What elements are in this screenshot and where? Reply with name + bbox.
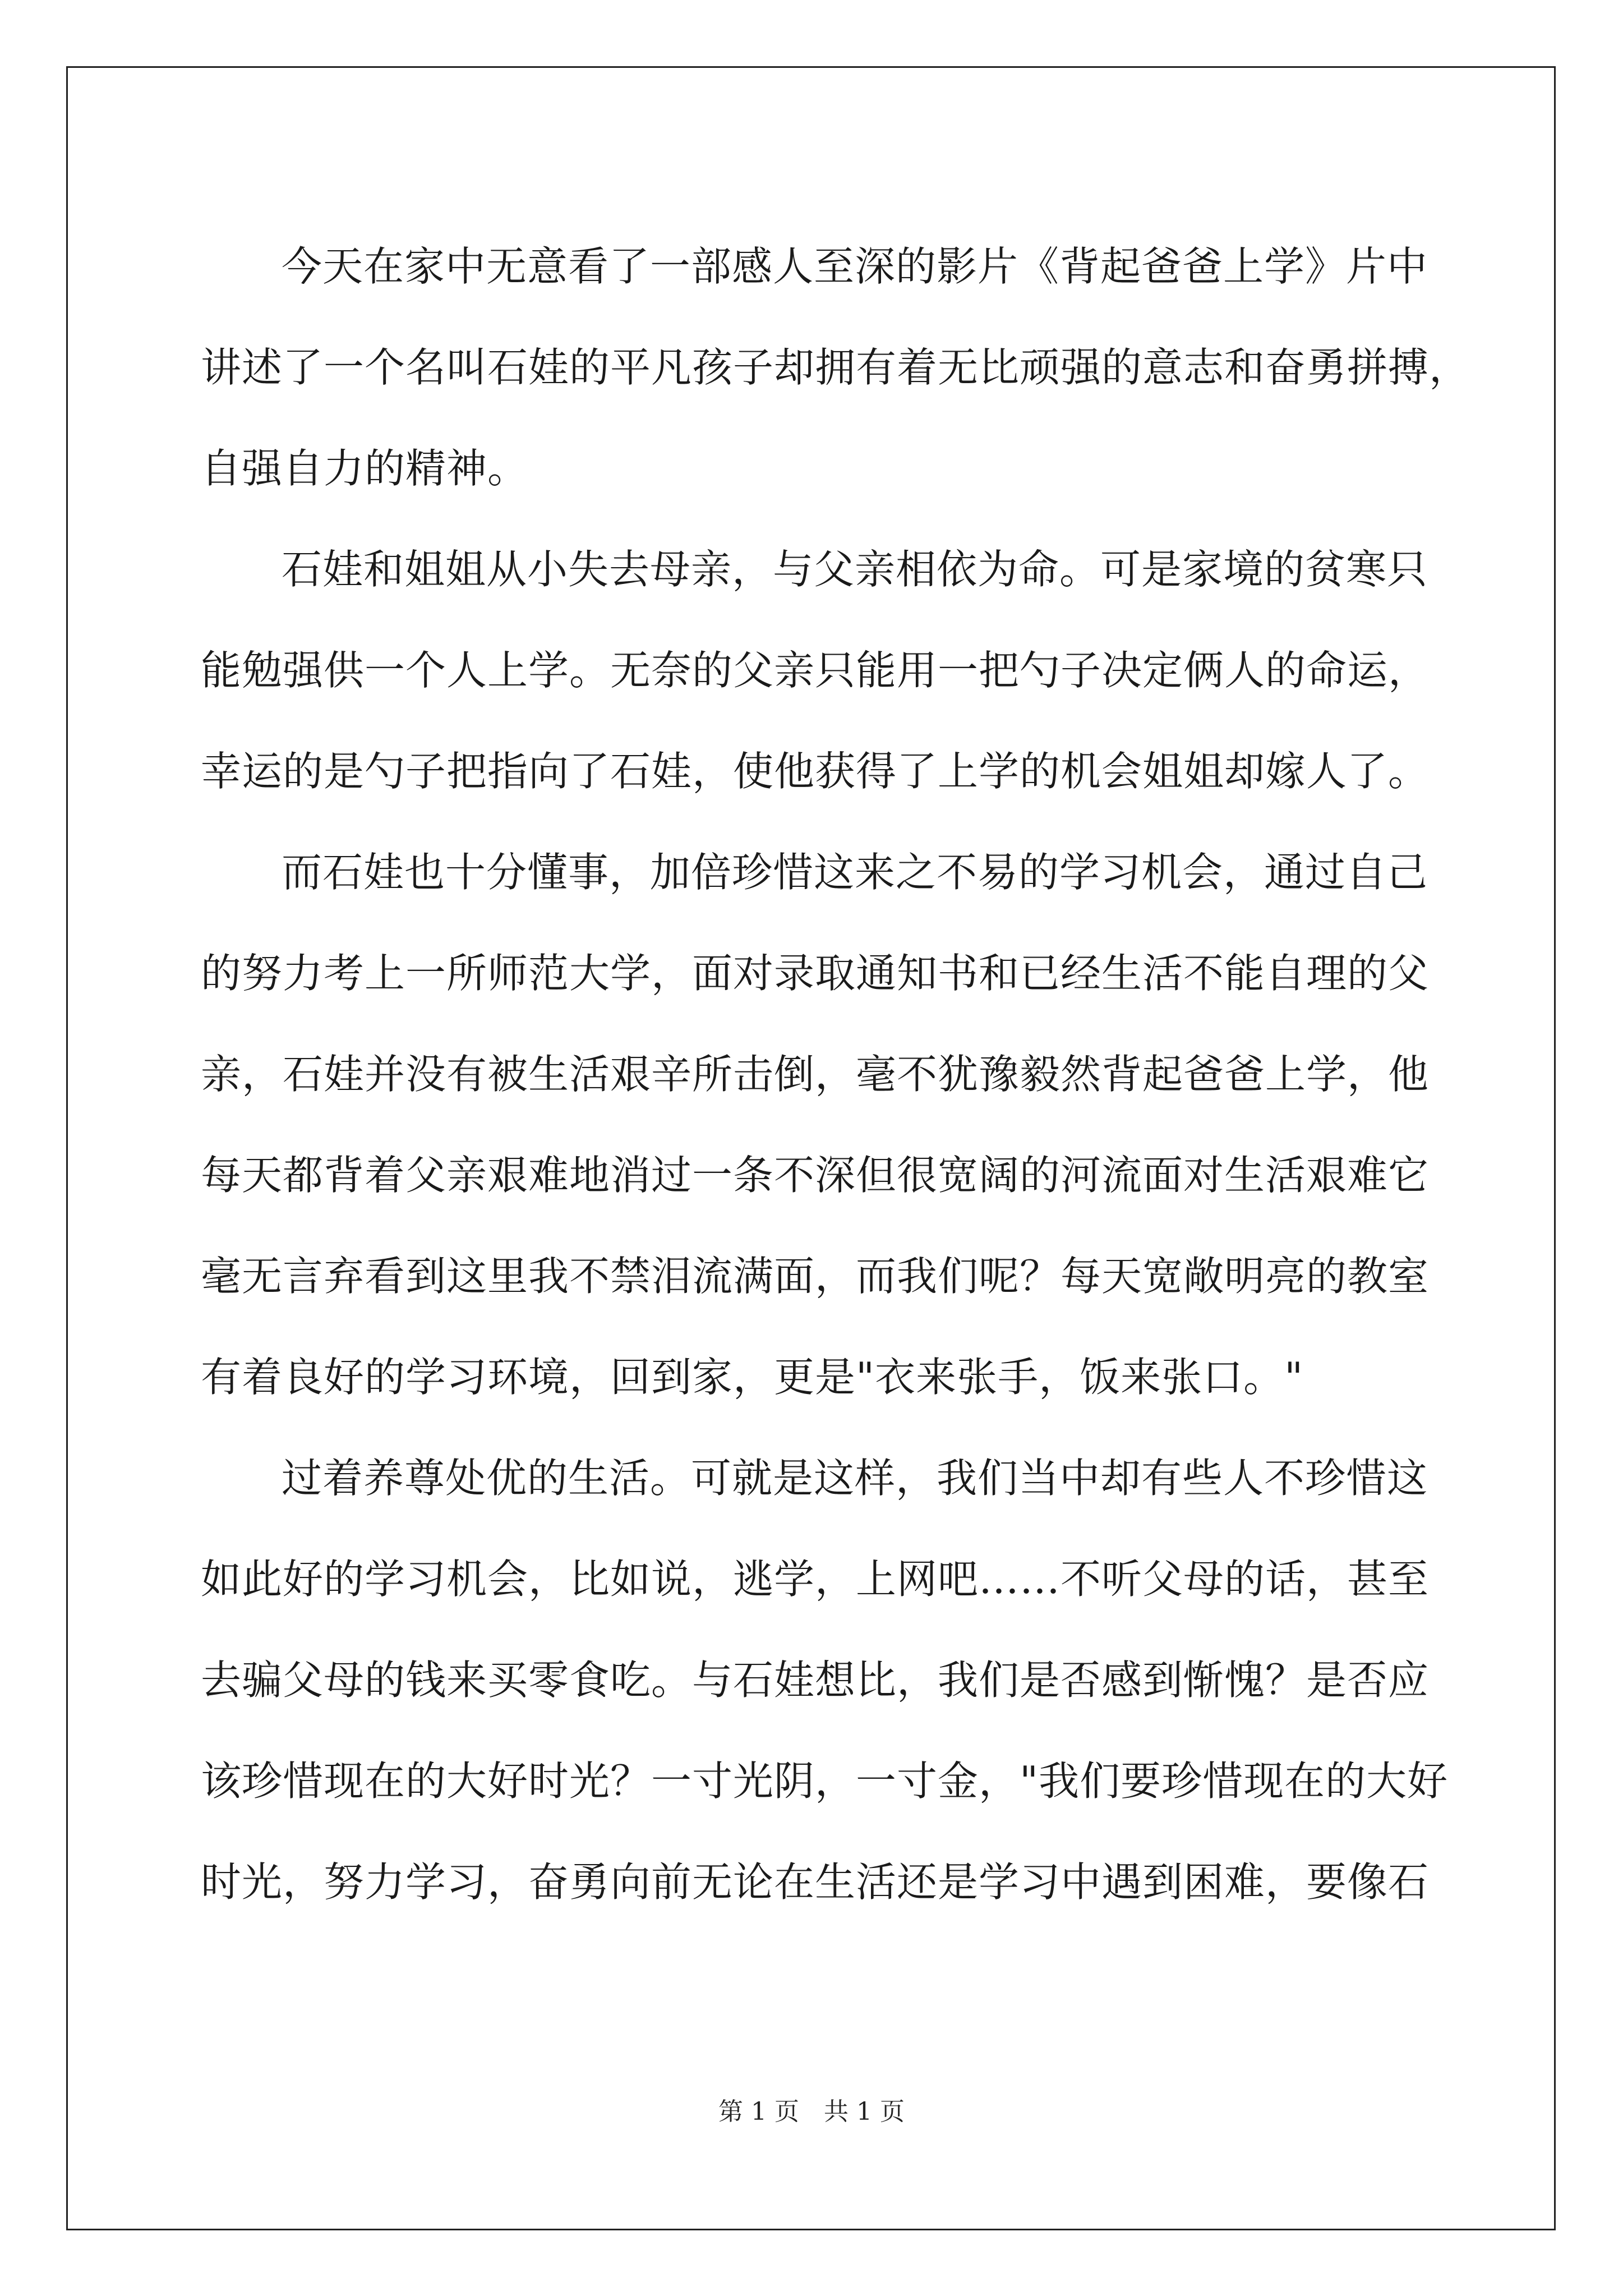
text-line: 过着养尊处优的生活。可就是这样，我们当中却有些人不珍惜这 — [282, 1455, 1428, 1502]
text-line: 的努力考上一所师范大学，面对录取通知书和已经生活不能自理的父 — [201, 950, 1430, 997]
text-line: 该珍惜现在的大好时光？一寸光阴，一寸金，"我们要珍惜现在的大好 — [201, 1757, 1449, 1805]
text-line: 时光，努力学习，奋勇向前无论在生活还是学习中遇到困难，要像石 — [201, 1858, 1430, 1906]
text-line: 有着良好的学习环境，回到家，更是"衣来张手，饭来张口。" — [201, 1354, 1304, 1401]
text-line: 讲述了一个名叫石娃的平凡孩子却拥有着无比顽强的意志和奋勇拼搏， — [201, 344, 1470, 391]
text-line: 石娃和姐姐从小失去母亲，与父亲相依为命。可是家境的贫寒只 — [282, 546, 1428, 593]
text-line: 今天在家中无意看了一部感人至深的影片《背起爸爸上学》片中 — [282, 243, 1428, 290]
text-line: 而石娃也十分懂事，加倍珍惜这来之不易的学习机会，通过自己 — [282, 849, 1428, 896]
text-line: 亲，石娃并没有被生活艰辛所击倒，毫不犹豫毅然背起爸爸上学，他 — [201, 1051, 1430, 1098]
text-line: 能勉强供一个人上学。无奈的父亲只能用一把勺子决定俩人的命运， — [201, 647, 1430, 694]
page-number-footer: 第 1 页 共 1 页 — [718, 2097, 905, 2126]
text-line: 自强自力的精神。 — [201, 445, 529, 492]
text-line: 幸运的是勺子把指向了石娃，使他获得了上学的机会姐姐却嫁人了。 — [201, 748, 1430, 795]
text-line: 去骗父母的钱来买零食吃。与石娃想比，我们是否感到惭愧？是否应 — [201, 1657, 1430, 1704]
document-body — [201, 216, 1470, 1932]
text-line: 每天都背着父亲艰难地消过一条不深但很宽阔的河流面对生活艰难它 — [201, 1152, 1430, 1199]
text-line: 毫无言弃看到这里我不禁泪流满面，而我们呢？每天宽敞明亮的教室 — [201, 1253, 1430, 1300]
text-line: 如此好的学习机会，比如说，逃学，上网吧……不听父母的话，甚至 — [201, 1556, 1430, 1603]
